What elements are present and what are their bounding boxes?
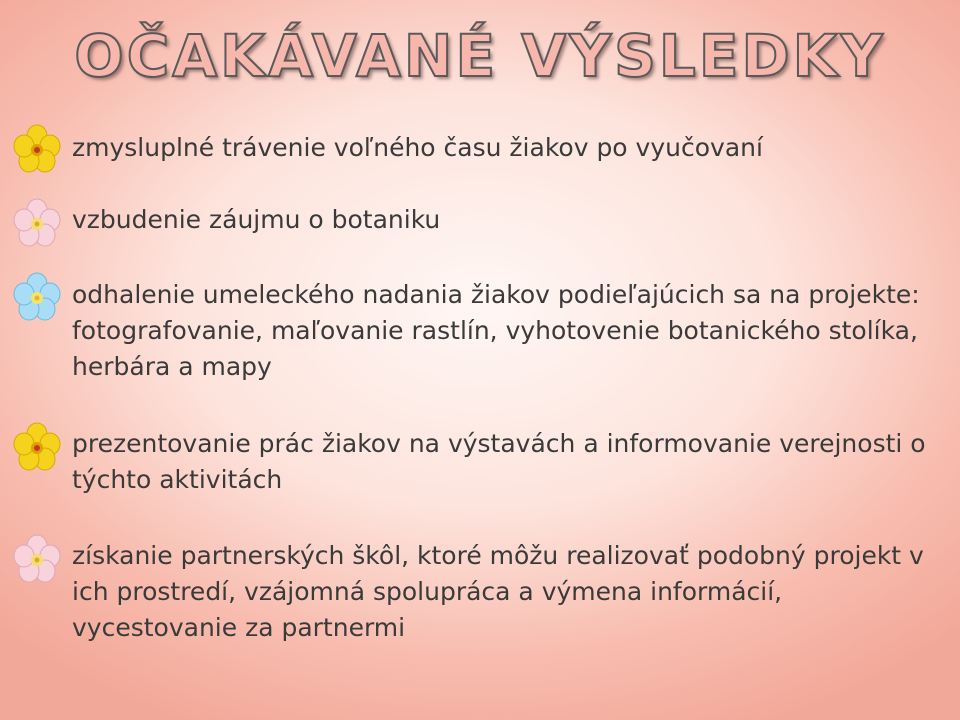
pink-flower-icon bbox=[12, 198, 62, 248]
bullet-text: zmysluplné trávenie voľného času žiakov po vyučovaní bbox=[72, 133, 763, 162]
pink-flower-icon bbox=[12, 534, 62, 584]
bullet-text: odhalenie umeleckého nadania žiakov podieľajúcich sa na projekte: fotografovanie, maľovanie rastlín, vyhotovenie botanického stolíka, herbára a mapy bbox=[72, 280, 920, 381]
blue-flower-icon bbox=[12, 272, 62, 322]
bullet-text: prezentovanie prác žiakov na výstavách a informovanie verejnosti o týchto aktivitách bbox=[72, 429, 926, 494]
yellow-flower-icon bbox=[12, 124, 62, 174]
slide-title: OČAKÁVANÉ VÝSLEDKY bbox=[74, 22, 886, 90]
bullet-text: získanie partnerských škôl, ktoré môžu realizovať podobný projekt v ich prostredí, vzájomná spolupráca a výmena informácií, vycestovanie za partnermi bbox=[72, 541, 924, 642]
bullet-text: vzbudenie záujmu o botaniku bbox=[72, 205, 441, 234]
yellow-flower-icon bbox=[12, 422, 62, 472]
